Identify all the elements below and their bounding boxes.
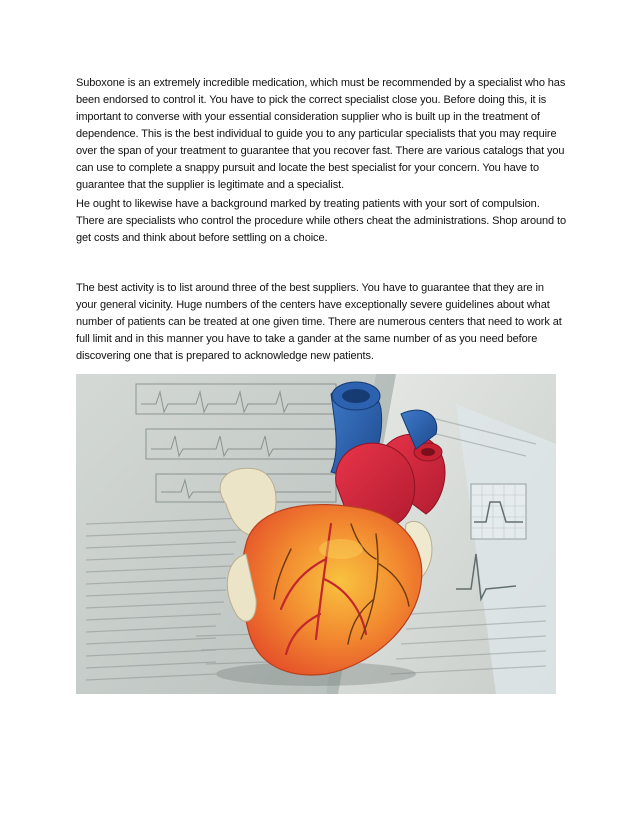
heart-model-photo — [76, 374, 556, 694]
paragraph-text: The best activity is to list around three of the best suppliers. You have to guarantee that they are in your general vicinity. Huge numbers of the centers have exceptionally severe guidelines about what number of patients can be treated at one given time. There are numerous centers that need to work at full limit and in this manner you have to take a gander at the same number of as you need before discovering one that is prepared to acknowledge new patients. — [76, 282, 562, 362]
paragraph-2 — [76, 196, 566, 247]
paragraph-1 — [76, 75, 566, 194]
heart-illustration — [76, 374, 556, 694]
paragraph-3 — [76, 280, 566, 365]
paragraph-text: Suboxone is an extremely incredible medication, which must be recommended by a specialist who has been endorsed to control it. You have to pick the correct specialist close you. Before doing this, it is important to converse with your essential consideration supplier who is built up in the treatment of dependence. This is the best individual to guide you to any particular specialists that you may require over the span of your treatment to guarantee that you recover fast. There are various catalogs that you can use to complete a snappy pursuit and locate the best specialist for your concern. You have to guarantee that the supplier is legitimate and a specialist. — [76, 77, 566, 191]
paragraph-text: He ought to likewise have a background marked by treating patients with your sort of compulsion. There are specialists who control the procedure while others cheat the administrations. Shop around to get costs and think about before settling on a choice. — [76, 198, 566, 244]
